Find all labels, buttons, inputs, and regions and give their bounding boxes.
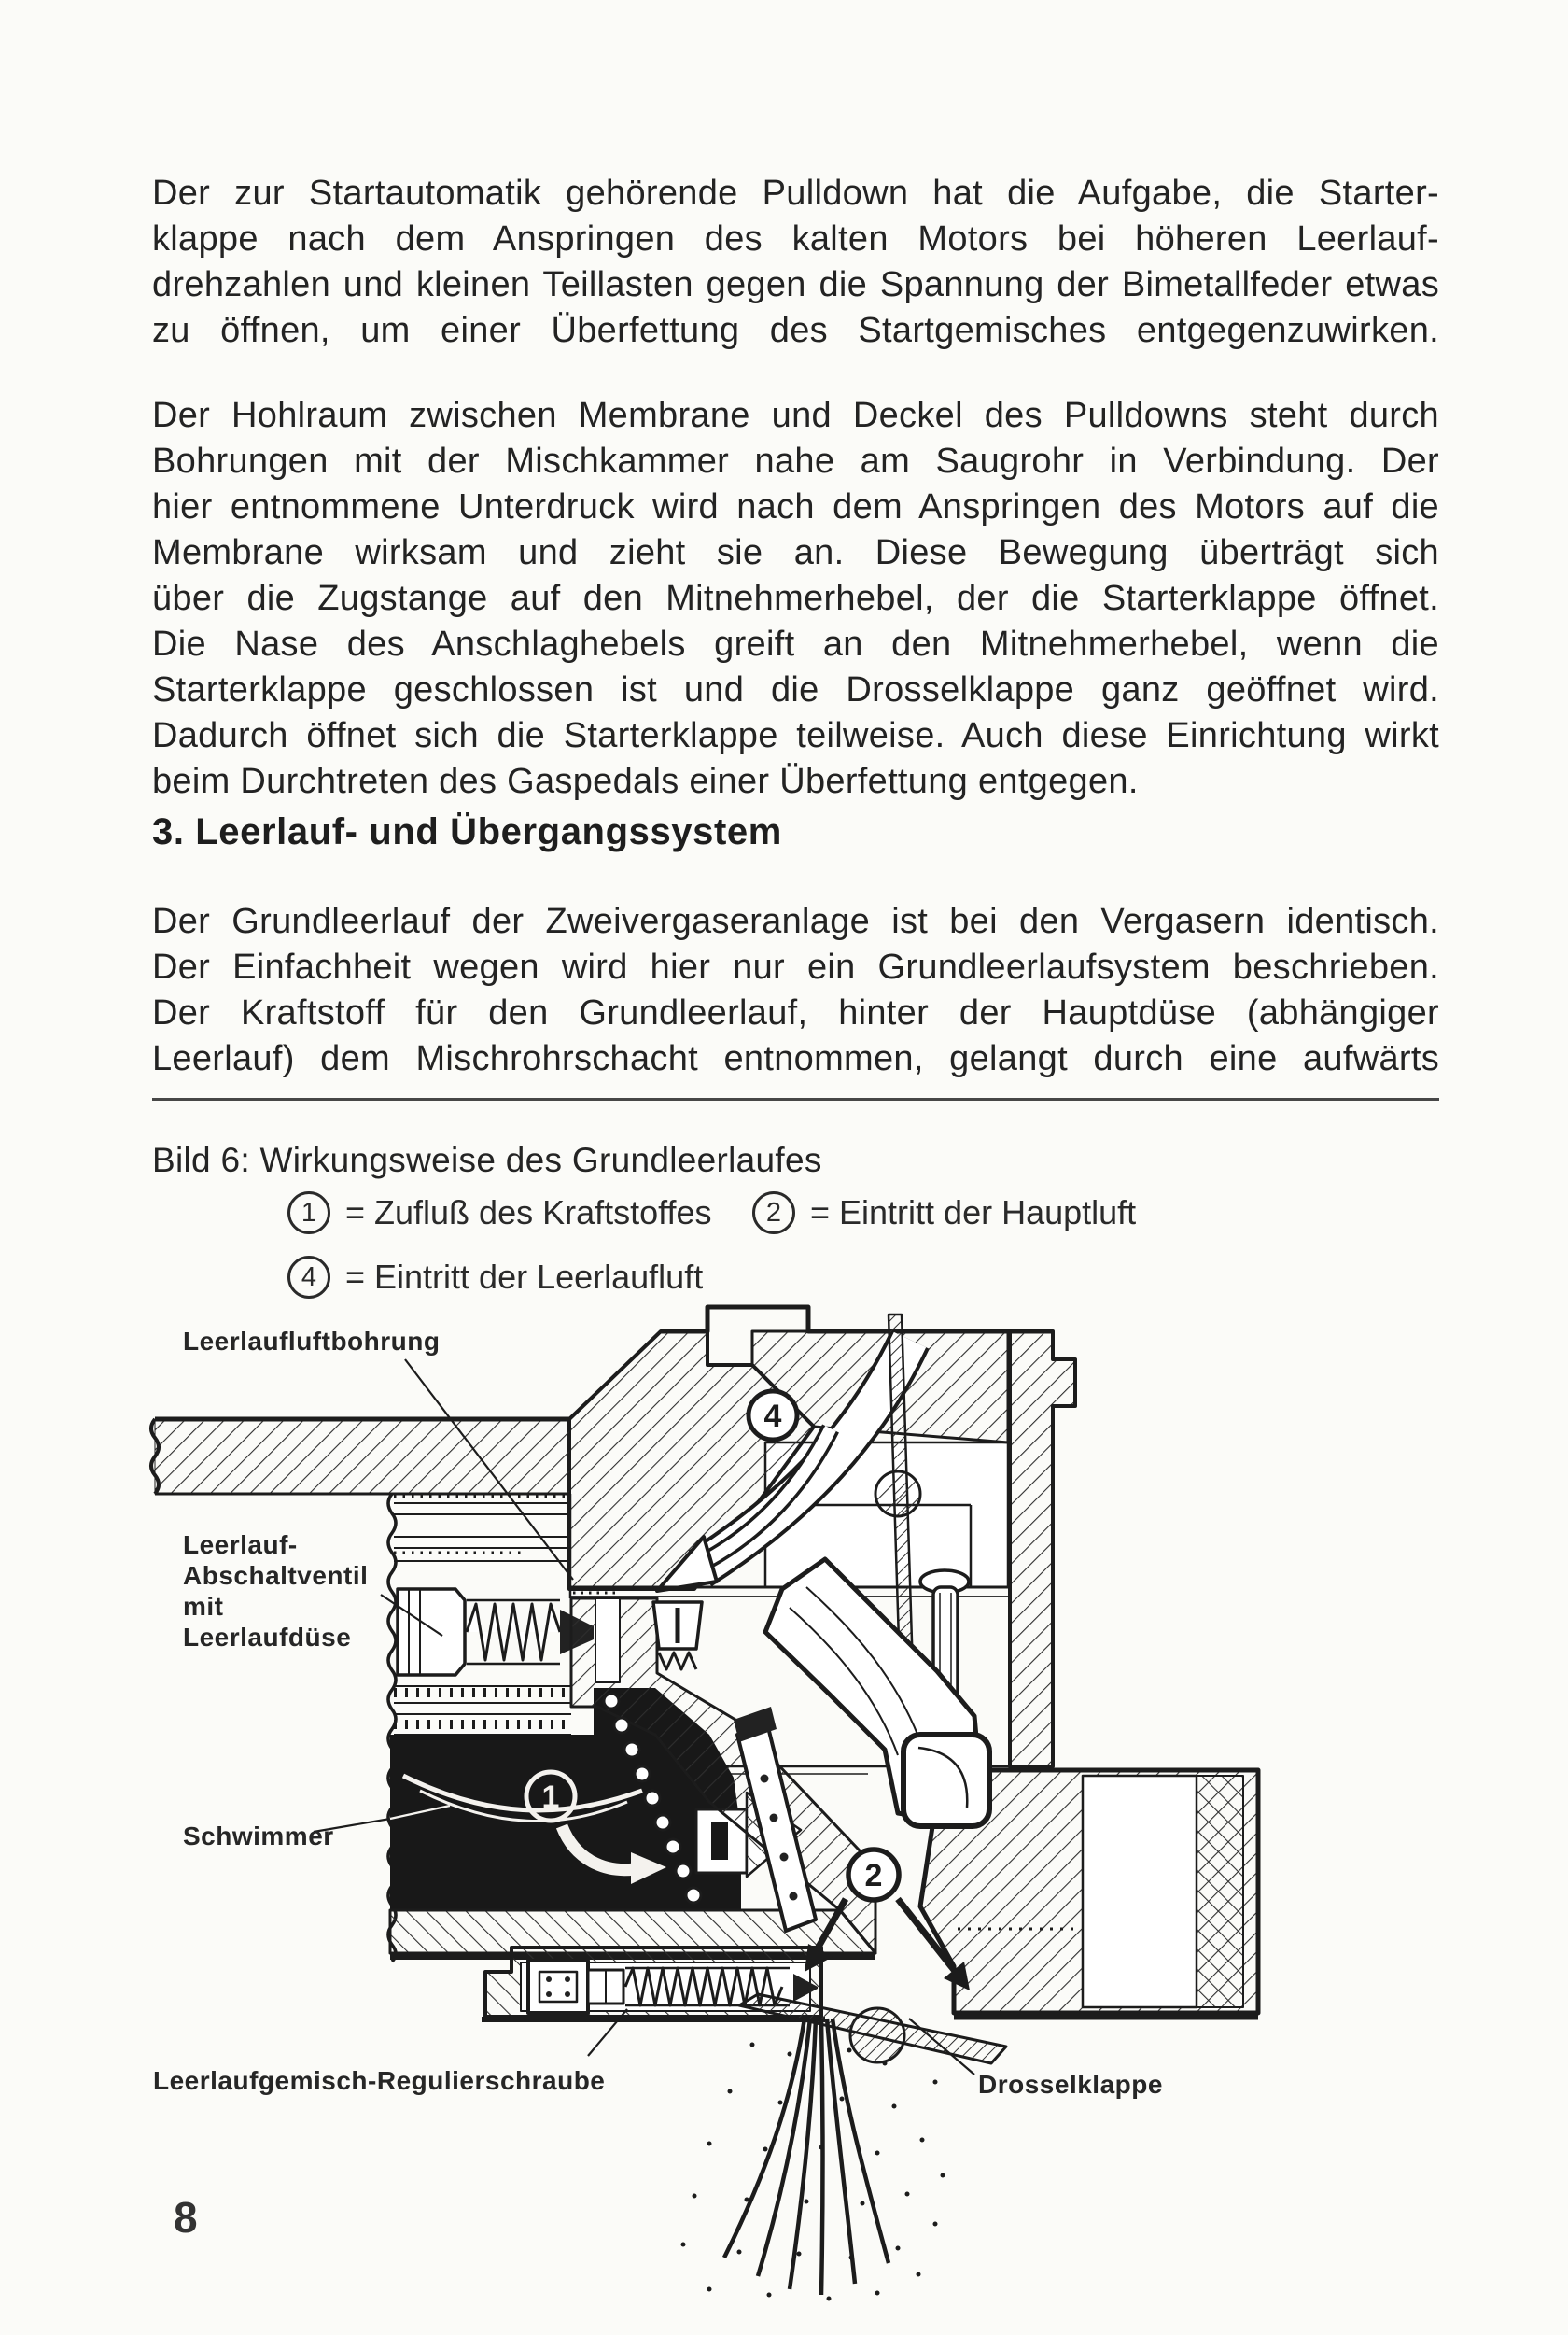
body-wall-right — [1010, 1331, 1075, 1766]
text-line: Der zur Startautomatik gehörende Pulldown hat die Aufgabe, die Starter- — [152, 174, 1439, 213]
text-line: Leerlauf) dem Mischrohrschacht entnommen, gelangt durch eine aufwärts — [152, 1039, 1439, 1078]
text-line: beim Durchtreten des Gaspedals einer Überfettung entgegen. — [152, 762, 1139, 801]
legend-text-4: = Eintritt der Leerlaufluft — [345, 1258, 704, 1296]
callout-number-4: 4 — [763, 1399, 782, 1434]
text-line: Membrane wirksam und zieht sie an. Diese Bewegung überträgt sich — [152, 533, 1439, 572]
legend-text-1: = Zufluß des Kraftstoffes — [345, 1193, 712, 1231]
paragraph-pulldown-function — [152, 171, 1439, 354]
paragraph-idle-system — [152, 899, 1439, 1082]
legend-circle-2: 2 — [752, 1191, 795, 1234]
idle-cutoff-valve — [398, 1589, 594, 1675]
legend-item-main-air — [752, 1189, 1136, 1236]
idle-air-bore — [595, 1598, 620, 1682]
text-line: hier entnommene Unterdruck wird nach dem Anspringen des Motors auf die — [152, 487, 1439, 527]
shaft-ball — [875, 1471, 920, 1516]
callout-number-2: 2 — [864, 1858, 883, 1893]
figure-caption: Bild 6: Wirkungsweise des Grundleerlaufes — [152, 1141, 822, 1179]
label-cutoff-valve-3: mit — [183, 1592, 224, 1621]
legend-item-idle-air — [287, 1254, 703, 1301]
text-line: Dadurch öffnet sich die Starterklappe teilweise. Auch diese Einrichtung wirkt — [152, 716, 1439, 755]
label-throttle: Drosselklappe — [978, 2070, 1163, 2099]
text-line: klappe nach dem Anspringen des kalten Motors bei höheren Leerlauf- — [152, 219, 1439, 259]
page-number: 8 — [174, 2193, 198, 2242]
legend-text-2: = Eintritt der Hauptluft — [810, 1193, 1137, 1231]
text-line: Die Nase des Anschlaghebels greift an den Mitnehmerhebel, wenn die — [152, 625, 1439, 664]
diagram-body — [151, 1307, 1258, 2301]
label-float: Schwimmer — [183, 1822, 334, 1850]
idle-jet-plug — [653, 1602, 702, 1669]
text-line: Der Hohlraum zwischen Membrane und Deckel des Pulldowns steht durch — [152, 396, 1439, 435]
text-line: Der Grundleerlauf der Zweivergaseranlage ist bei den Vergasern identisch. — [152, 902, 1439, 941]
section-heading: 3. Leerlauf- und Übergangssystem — [152, 811, 782, 852]
carburetor-cross-section-diagram — [93, 1298, 1353, 2317]
text-line: drehzahlen und kleinen Teillasten gegen die Spannung der Bimetallfeder etwas — [152, 265, 1439, 304]
label-mixture-screw: Leerlaufgemisch-Regulierschraube — [153, 2066, 606, 2095]
callout-number-1: 1 — [541, 1779, 560, 1815]
text-line: über die Zugstange auf den Mitnehmerhebel, der die Starterklappe öffnet. — [152, 579, 1439, 618]
text-line: Bohrungen mit der Mischkammer nahe am Saugrohr in Verbindung. Der — [152, 442, 1439, 481]
text-line: Der Kraftstoff für den Grundleerlauf, hinter der Hauptdüse (abhängiger — [152, 993, 1439, 1033]
text-line: Der Einfachheit wegen wird hier nur ein Grundleerlaufsystem beschrieben. — [152, 948, 1439, 987]
legend-circle-4: 4 — [287, 1256, 330, 1299]
label-cutoff-valve-4: Leerlaufdüse — [183, 1623, 352, 1652]
text-line: zu öffnen, um einer Überfettung des Startgemisches entgegenzuwirken. — [152, 311, 1439, 350]
legend-circle-1: 1 — [287, 1191, 330, 1234]
paragraph-pulldown-operation — [152, 393, 1439, 805]
label-idle-air-bore: Leerlaufluftbohrung — [183, 1327, 441, 1356]
label-cutoff-valve-2: Abschaltventil — [183, 1561, 369, 1590]
float-bowl-rim — [155, 1419, 569, 1494]
text-line: Starterklappe geschlossen ist und die Drosselklappe ganz geöffnet wird. — [152, 670, 1439, 710]
horizontal-rule — [152, 1098, 1439, 1101]
label-cutoff-valve-1: Leerlauf- — [183, 1530, 298, 1559]
top-edge — [661, 1307, 1053, 1331]
legend-item-fuel-inflow — [287, 1189, 712, 1236]
